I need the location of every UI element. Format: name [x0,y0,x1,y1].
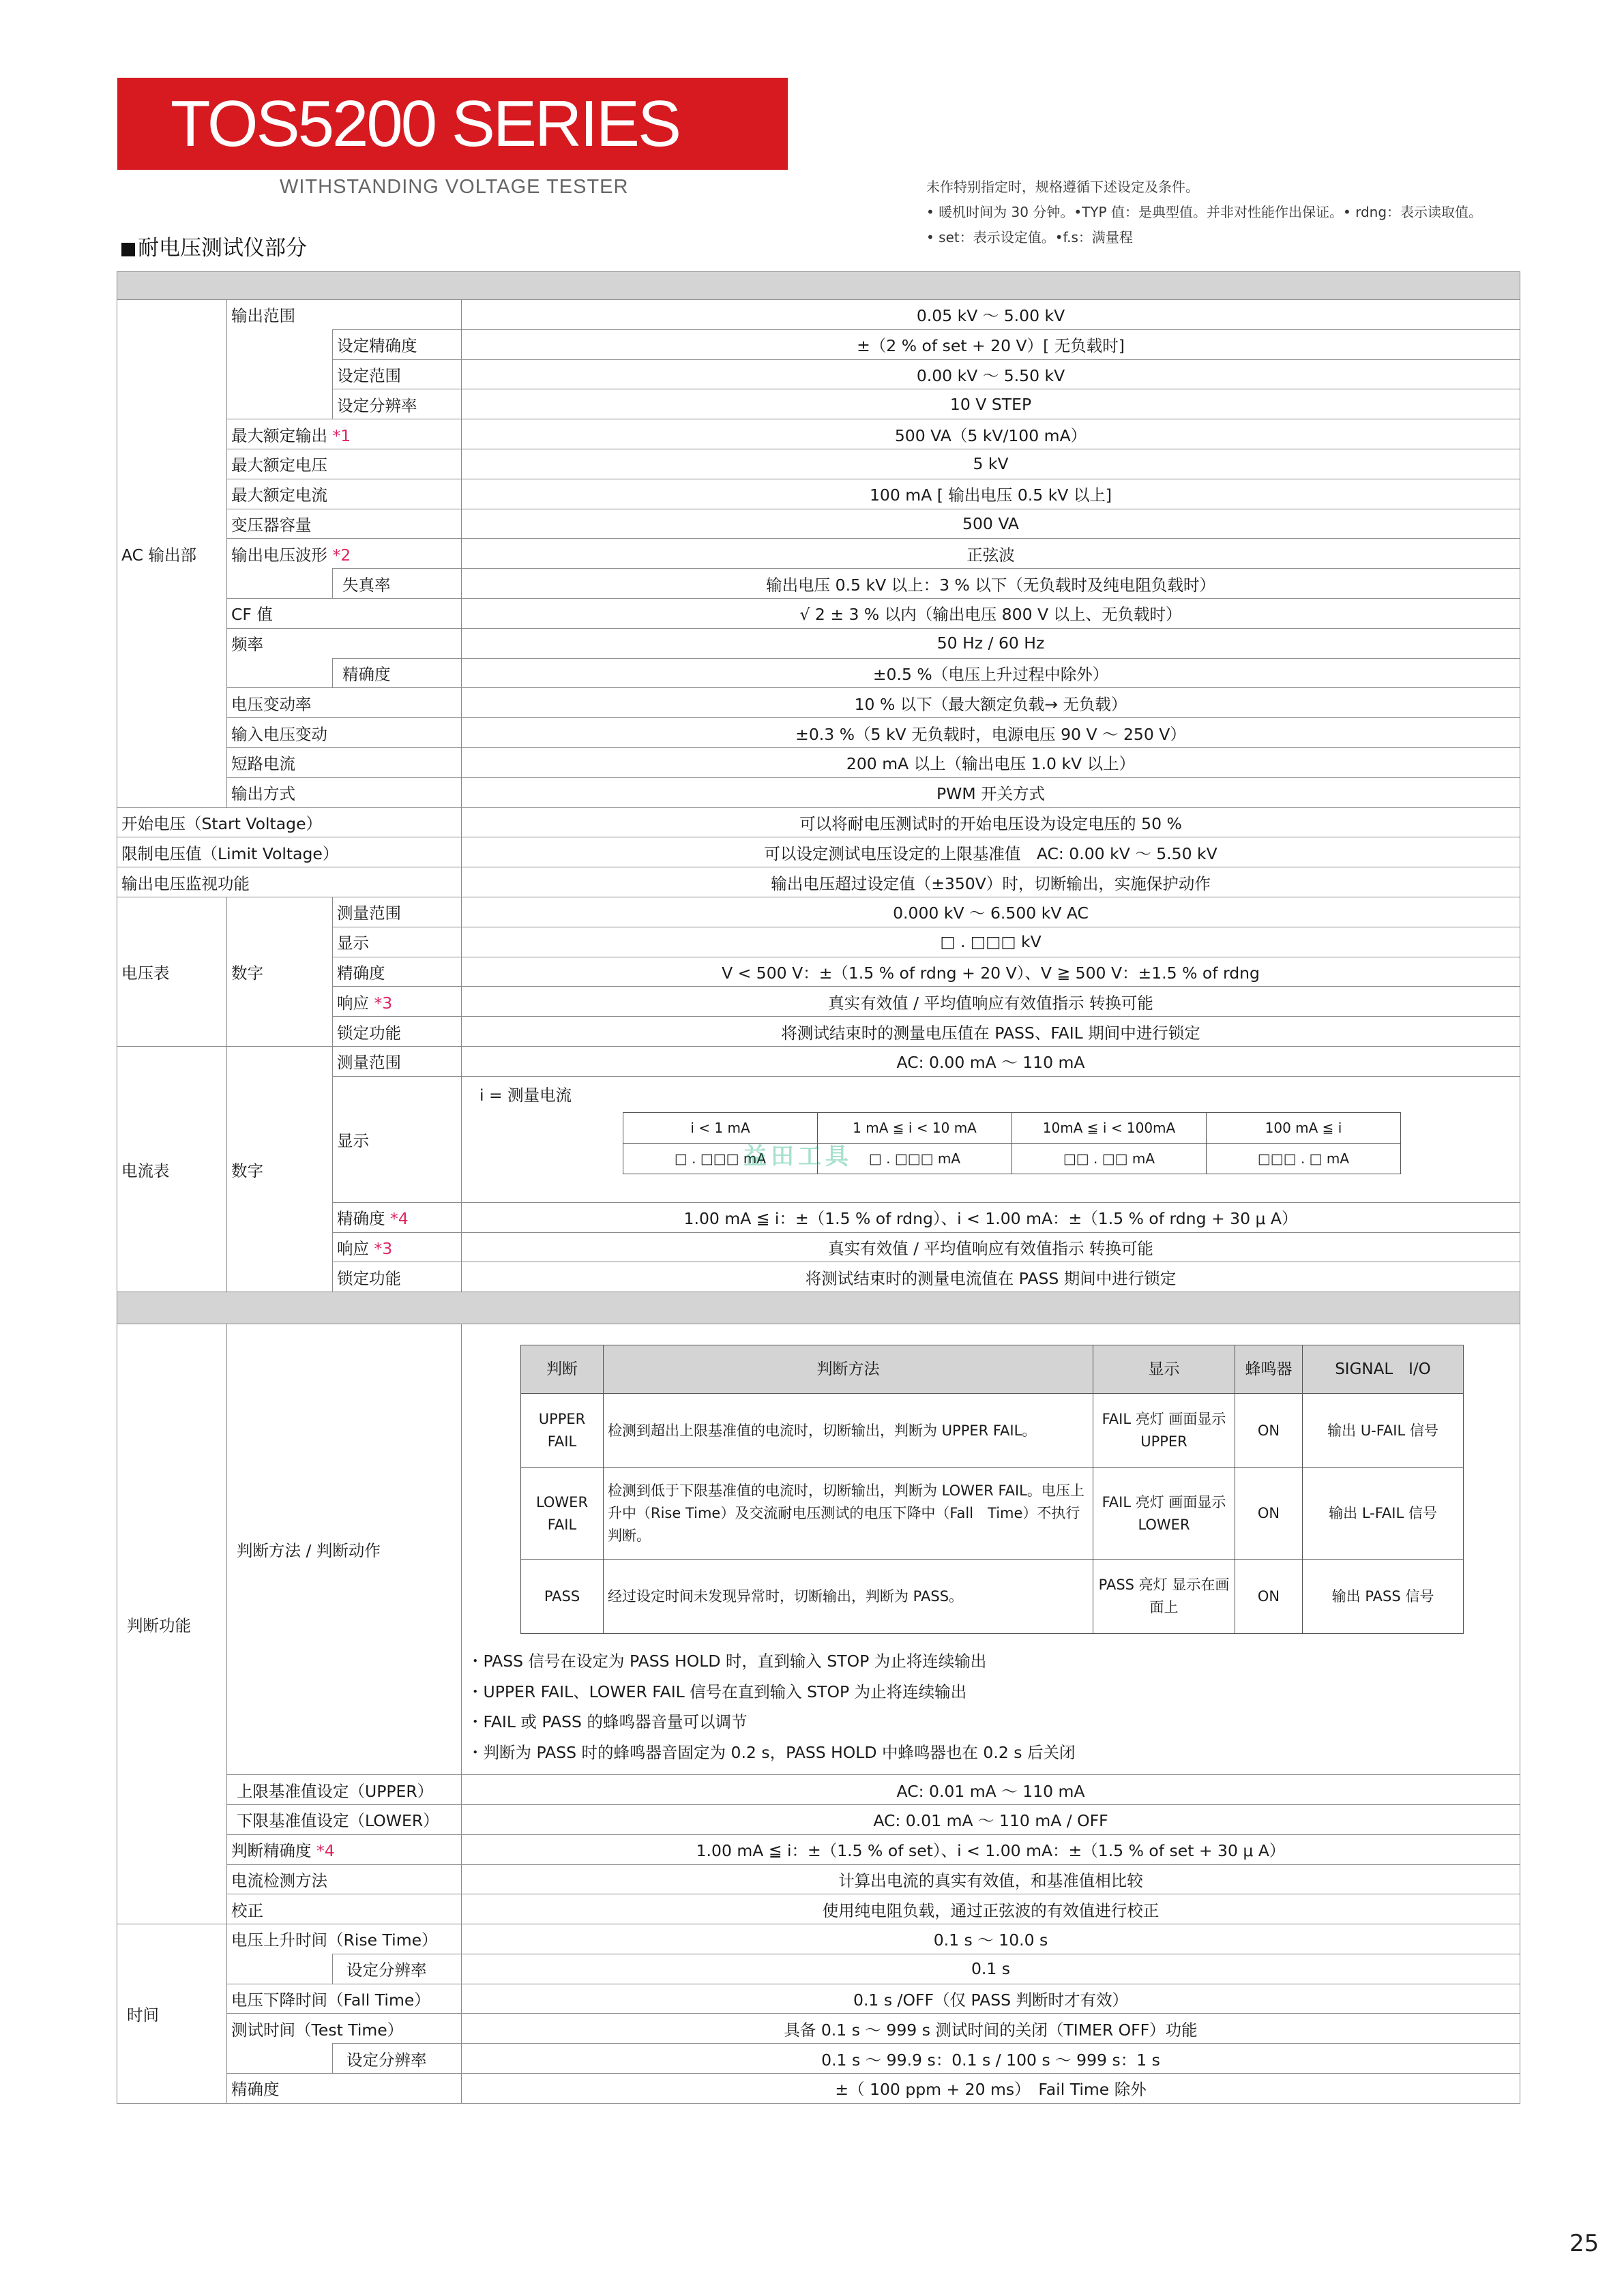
note-line: • 暖机时间为 30 分钟。•TYP 值：是典型值。并非对性能作出保证。• rdng：表示读取值。 [926,204,1483,220]
current-range-header: 100 mA ≦ i [1207,1112,1401,1143]
row-input-variation [117,718,1520,748]
value-rise-resolution: 0.1 s [462,1954,1520,1984]
value-start-voltage: 可以将耐电压测试时的开始电压设为设定电压的 50 % [462,807,1520,837]
current-note: i = 测量电流 [479,1085,572,1105]
label-judgment-method: 判断方法 / 判断动作 [227,1324,462,1775]
value-output-range: 0.05 kV ～ 5.00 kV [462,300,1520,330]
value-output-method: PWM 开关方式 [462,777,1520,807]
value-volt-hold: 将测试结束时的测量电压值在 PASS、FAIL 期间中进行锁定 [462,1017,1520,1047]
judgment-header: 蜂鸣器 [1235,1345,1303,1394]
group-ac-output: AC 输出部 [117,300,227,808]
value-volt-display: □ . □□□ kV [462,927,1520,957]
group-voltmeter: 电压表 [117,897,227,1046]
row-output-method [117,777,1520,807]
row-frequency-accuracy [117,658,1520,688]
section-title [121,230,307,261]
value-short-circuit: 200 mA 以上（输出电压 1.0 kV 以上） [462,747,1520,777]
judgment-type: PASS [521,1560,604,1634]
current-range-header: i < 1 mA [623,1112,818,1143]
value-max-rated-voltage: 5 kV [462,449,1520,479]
row-test-resolution [117,2044,1520,2074]
value-frequency: 50 Hz / 60 Hz [462,628,1520,658]
row-voltage-regulation [117,688,1520,718]
group-judgment: 判断功能 [117,1324,227,1924]
row-max-rated-output [117,419,1520,449]
label-frequency-accuracy: 精确度 [333,658,462,688]
judgment-display: FAIL 亮灯 画面显示 LOWER [1093,1468,1235,1560]
watermark: 益田工具 [743,1143,853,1170]
judgment-row-upper [521,1394,1464,1468]
footnote-mark: *2 [332,545,351,565]
value-voltage-regulation: 10 % 以下（最大额定负载→ 无负载） [462,688,1520,718]
current-format-row [623,1143,1401,1174]
value-volt-response: 真实有效值 / 平均值响应有效值指示 转换可能 [462,987,1520,1017]
label-test-resolution: 设定分辨率 [333,2044,462,2074]
current-format: □ . □□□ mA [623,1143,818,1174]
judgment-buzzer: ON [1235,1560,1303,1634]
label-amp-range: 测量范围 [333,1046,462,1076]
value-amp-range: AC: 0.00 mA ～ 110 mA [462,1046,1520,1076]
value-amp-response: 真实有效值 / 平均值响应有效值指示 转换可能 [462,1232,1520,1262]
label-fall-time: 电压下降时间（Fall Time） [227,1984,462,2014]
judgment-signal: 输出 L-FAIL 信号 [1303,1468,1464,1560]
label-voltage-monitor: 输出电压监视功能 [117,867,462,897]
label-judge-accuracy: 判断精确度 *4 [227,1834,462,1864]
current-format: □□□ . □ mA [1207,1143,1401,1174]
judgment-method-text: 检测到超出上限基准值的电流时，切断输出，判断为 UPPER FAIL。 [604,1394,1093,1468]
label-rise-time: 电压上升时间（Rise Time） [227,1924,462,1954]
row-detection [117,1864,1520,1894]
row-rise-resolution [117,1954,1520,1984]
product-subtitle: WITHSTANDING VOLTAGE TESTER [280,176,629,198]
judgment-header: 显示 [1093,1345,1235,1394]
value-max-rated-output: 500 VA（5 kV/100 mA） [462,419,1520,449]
label-max-rated-voltage: 最大额定电压 [227,449,462,479]
label-output-range: 输出范围 [227,300,462,330]
value-test-time: 具备 0.1 s ～ 999 s 测试时间的关闭（TIMER OFF）功能 [462,2014,1520,2044]
judgment-note: ・PASS 信号在设定为 PASS HOLD 时，直到输入 STOP 为止将连续输出 [467,1652,987,1671]
judgment-display: PASS 亮灯 显示在画面上 [1093,1560,1235,1634]
square-bullet-icon [121,243,135,256]
page-number: 25 [1569,2230,1599,2257]
spec-notes [926,175,1482,250]
label-distortion: 失真率 [333,569,462,599]
row-calibration [117,1894,1520,1924]
row-fall-time [117,1984,1520,2014]
label-test-time: 测试时间（Test Time） [227,2014,462,2044]
row-judgment-method [117,1324,1520,1775]
judgment-signal: 输出 U-FAIL 信号 [1303,1394,1464,1468]
label-volt-range: 测量范围 [333,897,462,927]
value-amp-hold: 将测试结束时的测量电流值在 PASS 期间中进行锁定 [462,1262,1520,1292]
judgment-method-text: 经过设定时间未发现异常时，切断输出，判断为 PASS。 [604,1560,1093,1634]
label-detection: 电流检测方法 [227,1864,462,1894]
value-waveform: 正弦波 [462,539,1520,569]
value-setting-resolution: 10 V STEP [462,389,1520,419]
label-time-accuracy: 精确度 [227,2074,462,2104]
row-max-rated-voltage [117,449,1520,479]
label-upper-ref: 上限基准值设定（UPPER） [227,1775,462,1805]
band-judgment [117,1292,1520,1324]
value-judge-accuracy: 1.00 mA ≦ i：±（1.5 % of set）、i < 1.00 mA：±（1.5 % of set + 30 μ A） [462,1834,1520,1864]
judgment-type: UPPER FAIL [521,1394,604,1468]
label-input-variation: 输入电压变动 [227,718,462,748]
label-amp-display: 显示 [333,1076,462,1202]
row-amp-range [117,1046,1520,1076]
row-start-voltage [117,807,1520,837]
judgment-header-row [521,1345,1464,1394]
judgment-method-text: 检测到低于下限基准值的电流时，切断输出，判断为 LOWER FAIL。电压上升中（Rise Time）及交流耐电压测试的电压下降中（Fall Time）不执行判断。 [604,1468,1093,1560]
label-setting-range: 设定范围 [333,359,462,389]
label-rise-resolution: 设定分辨率 [333,1954,462,1984]
label-volt-hold: 锁定功能 [333,1017,462,1047]
footnote-mark: *4 [316,1841,335,1861]
row-distortion [117,569,1520,599]
label-voltage-regulation: 电压变动率 [227,688,462,718]
label-output-method: 输出方式 [227,777,462,807]
value-volt-range: 0.000 kV ～ 6.500 kV AC [462,897,1520,927]
judgment-signal: 输出 PASS 信号 [1303,1560,1464,1634]
row-limit-voltage [117,837,1520,867]
label-transformer: 变压器容量 [227,509,462,539]
row-output-range [117,300,1520,330]
row-short-circuit [117,747,1520,777]
value-max-rated-current: 100 mA [ 输出电压 0.5 kV 以上] [462,479,1520,509]
judgment-buzzer: ON [1235,1394,1303,1468]
judgment-row-lower [521,1468,1464,1560]
row-volt-range [117,897,1520,927]
current-format: □□ . □□ mA [1012,1143,1207,1174]
judgment-header: 判断方法 [604,1345,1093,1394]
voltmeter-digital: 数字 [227,897,333,1046]
label-amp-hold: 锁定功能 [333,1262,462,1292]
label-calibration: 校正 [227,1894,462,1924]
series-title: TOS5200 SERIES [171,87,679,160]
current-range-header: 1 mA ≦ i < 10 mA [818,1112,1012,1143]
group-time: 时间 [117,1924,227,2104]
judgment-table [520,1345,1464,1634]
value-judgment-method [462,1324,1520,1775]
footnote-mark: *4 [389,1209,409,1229]
value-upper-ref: AC: 0.01 mA ～ 110 mA [462,1775,1520,1805]
ammeter-digital: 数字 [227,1046,333,1292]
value-input-variation: ±0.3 %（5 kV 无负载时，电源电压 90 V ～ 250 V） [462,718,1520,748]
current-header-row [623,1112,1401,1143]
current-range-header: 10mA ≦ i < 100mA [1012,1112,1207,1143]
spec-table [117,271,1520,2104]
row-time-accuracy [117,2074,1520,2104]
value-time-accuracy: ±（ 100 ppm + 20 ms） Fail Time 除外 [462,2074,1520,2104]
label-volt-display: 显示 [333,927,462,957]
value-amp-display [462,1076,1520,1202]
footnote-mark: *1 [332,426,351,445]
value-transformer: 500 VA [462,509,1520,539]
value-rise-time: 0.1 s ～ 10.0 s [462,1924,1520,1954]
judgment-header: SIGNAL I/O [1303,1345,1464,1394]
label-limit-voltage: 限制电压值（Limit Voltage） [117,837,462,867]
judgment-note: ・FAIL 或 PASS 的蜂鸣器音量可以调节 [467,1712,748,1732]
label-waveform: 输出电压波形 *2 [227,539,462,569]
note-line: • set：表示设定值。•f.s：满量程 [926,229,1133,245]
judgment-header: 判断 [521,1345,604,1394]
value-setting-range: 0.00 kV ～ 5.50 kV [462,359,1520,389]
note-line: 未作特别指定时，规格遵循下述设定及条件。 [926,179,1199,195]
value-calibration: 使用纯电阻负载，通过正弦波的有效值进行校正 [462,1894,1520,1924]
value-amp-accuracy: 1.00 mA ≦ i：±（1.5 % of rdng）、i < 1.00 mA：±（1.5 % of rdng + 30 μ A） [462,1202,1520,1232]
row-setting-accuracy [117,329,1520,359]
footnote-mark: *3 [374,1238,393,1258]
row-transformer [117,509,1520,539]
label-max-rated-output: 最大额定输出 *1 [227,419,462,449]
label-amp-response: 响应 *3 [333,1232,462,1262]
judgment-notes [467,1646,1516,1768]
footnote-mark: *3 [374,993,393,1013]
value-cf: √ 2 ± 3 % 以内（输出电压 800 V 以上、无负载时） [462,598,1520,628]
value-distortion: 输出电压 0.5 kV 以上：3 % 以下（无负载时及纯电阻负载时） [462,569,1520,599]
row-upper-ref [117,1775,1520,1805]
judgment-row-pass [521,1560,1464,1634]
value-limit-voltage: 可以设定测试电压设定的上限基准值 AC: 0.00 kV ～ 5.50 kV [462,837,1520,867]
value-frequency-accuracy: ±0.5 %（电压上升过程中除外） [462,658,1520,688]
value-setting-accuracy: ±（2 % of set + 20 V）[ 无负载时] [462,329,1520,359]
current-format: □ . □□□ mA [818,1143,1012,1174]
label-volt-accuracy: 精确度 [333,957,462,987]
value-lower-ref: AC: 0.01 mA ～ 110 mA / OFF [462,1804,1520,1834]
row-setting-resolution [117,389,1520,419]
band-ac-output [117,272,1520,300]
judgment-type: LOWER FAIL [521,1468,604,1560]
value-voltage-monitor: 输出电压超过设定值（±350V）时，切断输出，实施保护动作 [462,867,1520,897]
judgment-display: FAIL 亮灯 画面显示 UPPER [1093,1394,1235,1468]
value-volt-accuracy: V < 500 V：±（1.5 % of rdng + 20 V）、V ≧ 500 V：±1.5 % of rdng [462,957,1520,987]
row-test-time [117,2014,1520,2044]
group-ammeter: 电流表 [117,1046,227,1292]
row-waveform [117,539,1520,569]
section-title-text: 耐电压测试仪部分 [138,236,307,260]
row-voltage-monitor [117,867,1520,897]
current-display-table [623,1112,1401,1174]
row-frequency [117,628,1520,658]
judgment-note: ・判断为 PASS 时的蜂鸣器音固定为 0.2 s，PASS HOLD 中蜂鸣器也在 0.2 s 后关闭 [467,1742,1076,1762]
value-detection: 计算出电流的真实有效值，和基准值相比较 [462,1864,1520,1894]
label-lower-ref: 下限基准值设定（LOWER） [227,1804,462,1834]
label-amp-accuracy: 精确度 *4 [333,1202,462,1232]
label-start-voltage: 开始电压（Start Voltage） [117,807,462,837]
label-max-rated-current: 最大额定电流 [227,479,462,509]
row-judge-accuracy [117,1834,1520,1864]
value-test-resolution: 0.1 s ～ 99.9 s：0.1 s / 100 s ～ 999 s：1 s [462,2044,1520,2074]
row-rise-time [117,1924,1520,1954]
label-setting-resolution: 设定分辨率 [333,389,462,419]
label-setting-accuracy: 设定精确度 [333,329,462,359]
row-cf [117,598,1520,628]
value-fall-time: 0.1 s /OFF（仅 PASS 判断时才有效） [462,1984,1520,2014]
row-max-rated-current [117,479,1520,509]
row-setting-range [117,359,1520,389]
label-short-circuit: 短路电流 [227,747,462,777]
judgment-buzzer: ON [1235,1468,1303,1560]
judgment-note: ・UPPER FAIL、LOWER FAIL 信号在直到输入 STOP 为止将连续输出 [467,1682,967,1701]
label-frequency: 频率 [227,628,462,658]
label-cf: CF 值 [227,598,462,628]
row-lower-ref [117,1804,1520,1834]
label-volt-response: 响应 *3 [333,987,462,1017]
